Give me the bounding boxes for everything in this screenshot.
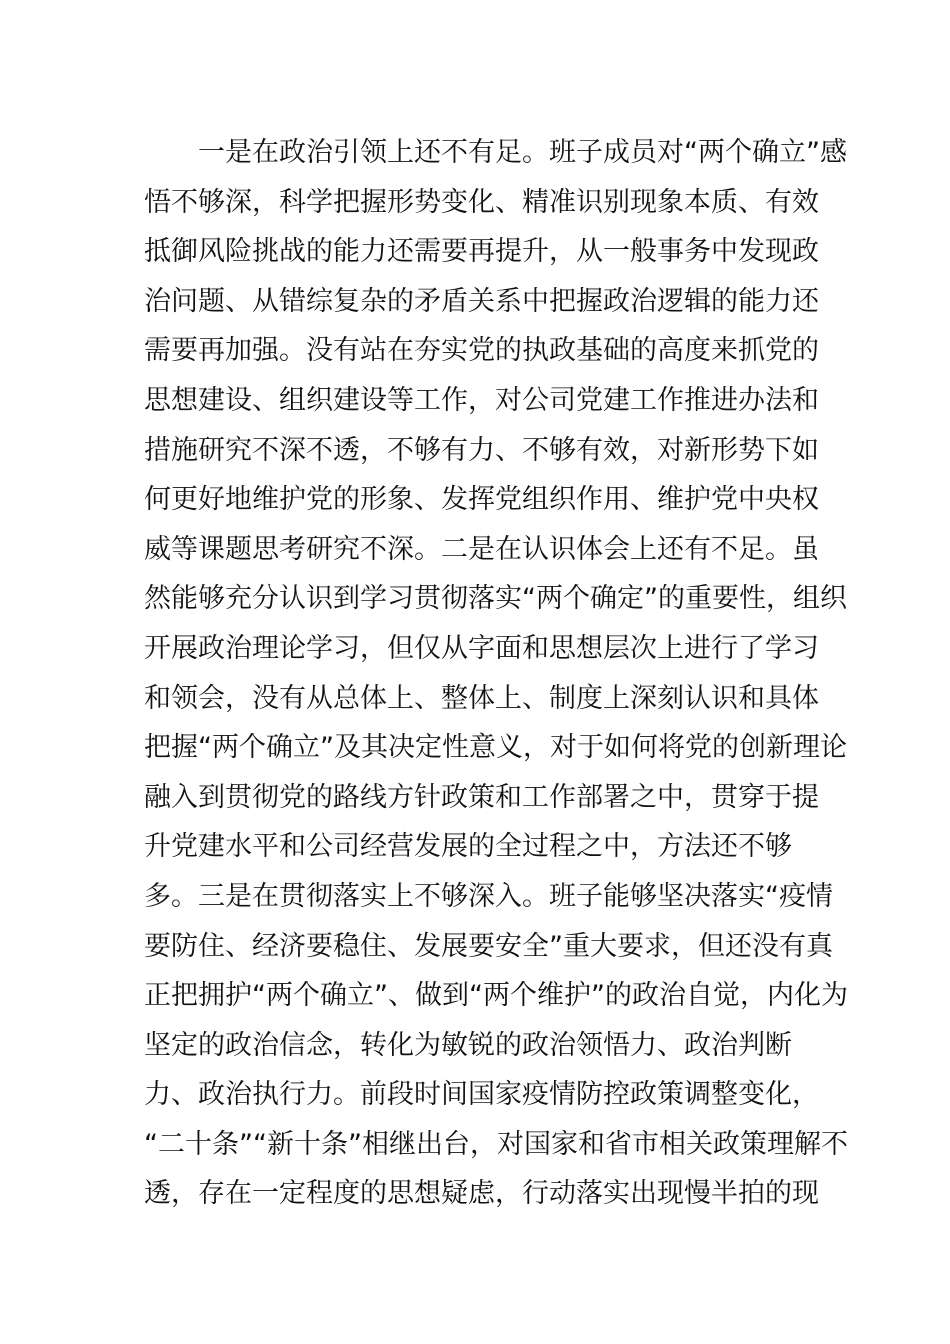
paragraph-line: 威等课题思考研究不深。二是在认识体会上还有不足。虽 [144, 533, 819, 565]
paragraph-line: 要防住、经济要稳住、发展要安全”重大要求，但还没有真 [144, 930, 833, 962]
paragraph-line: 思想建设、组织建设等工作，对公司党建工作推进办法和 [144, 384, 819, 416]
paragraph-line: 然能够充分认识到学习贯彻落实“两个确定”的重要性，组织 [144, 583, 847, 615]
paragraph-line: 治问题、从错综复杂的矛盾关系中把握政治逻辑的能力还 [144, 285, 819, 317]
paragraph-line: 正把拥护“两个确立”、做到“两个维护”的政治自觉，内化为 [144, 980, 848, 1012]
paragraph-line: 多。三是在贯彻落实上不够深入。班子能够坚决落实“疫情 [144, 880, 833, 912]
paragraph-line: 抵御风险挑战的能力还需要再提升，从一般事务中发现政 [144, 236, 819, 268]
paragraph-line: 悟不够深，科学把握形势变化、精准识别现象本质、有效 [144, 186, 819, 218]
paragraph-line: 开展政治理论学习，但仅从字面和思想层次上进行了学习 [144, 632, 819, 664]
paragraph-line: 坚定的政治信念，转化为敏锐的政治领悟力、政治判断 [144, 1029, 792, 1061]
paragraph-line: 透，存在一定程度的思想疑虑，行动落实出现慢半拍的现 [144, 1178, 819, 1210]
paragraph-line: 需要再加强。没有站在夯实党的执政基础的高度来抓党的 [144, 335, 819, 367]
paragraph-line: 何更好地维护党的形象、发挥党组织作用、维护党中央权 [144, 484, 819, 516]
paragraph-line: 措施研究不深不透，不够有力、不够有效，对新形势下如 [144, 434, 819, 466]
paragraph-line: 和领会，没有从总体上、整体上、制度上深刻认识和具体 [144, 682, 819, 714]
body-paragraph [144, 128, 848, 1219]
paragraph-line: 升党建水平和公司经营发展的全过程之中，方法还不够 [144, 831, 792, 863]
paragraph-line: 把握“两个确立”及其决定性意义，对于如何将党的创新理论 [144, 732, 847, 764]
paragraph-line: 融入到贯彻党的路线方针政策和工作部署之中，贯穿于提 [144, 781, 819, 813]
paragraph-line: 力、政治执行力。前段时间国家疫情防控政策调整变化， [144, 1079, 819, 1111]
paragraph-line: 一是在政治引领上还不有足。班子成员对“两个确立”感 [198, 137, 847, 168]
paragraph-line: “二十条”“新十条”相继出台，对国家和省市相关政策理解不 [144, 1128, 848, 1160]
